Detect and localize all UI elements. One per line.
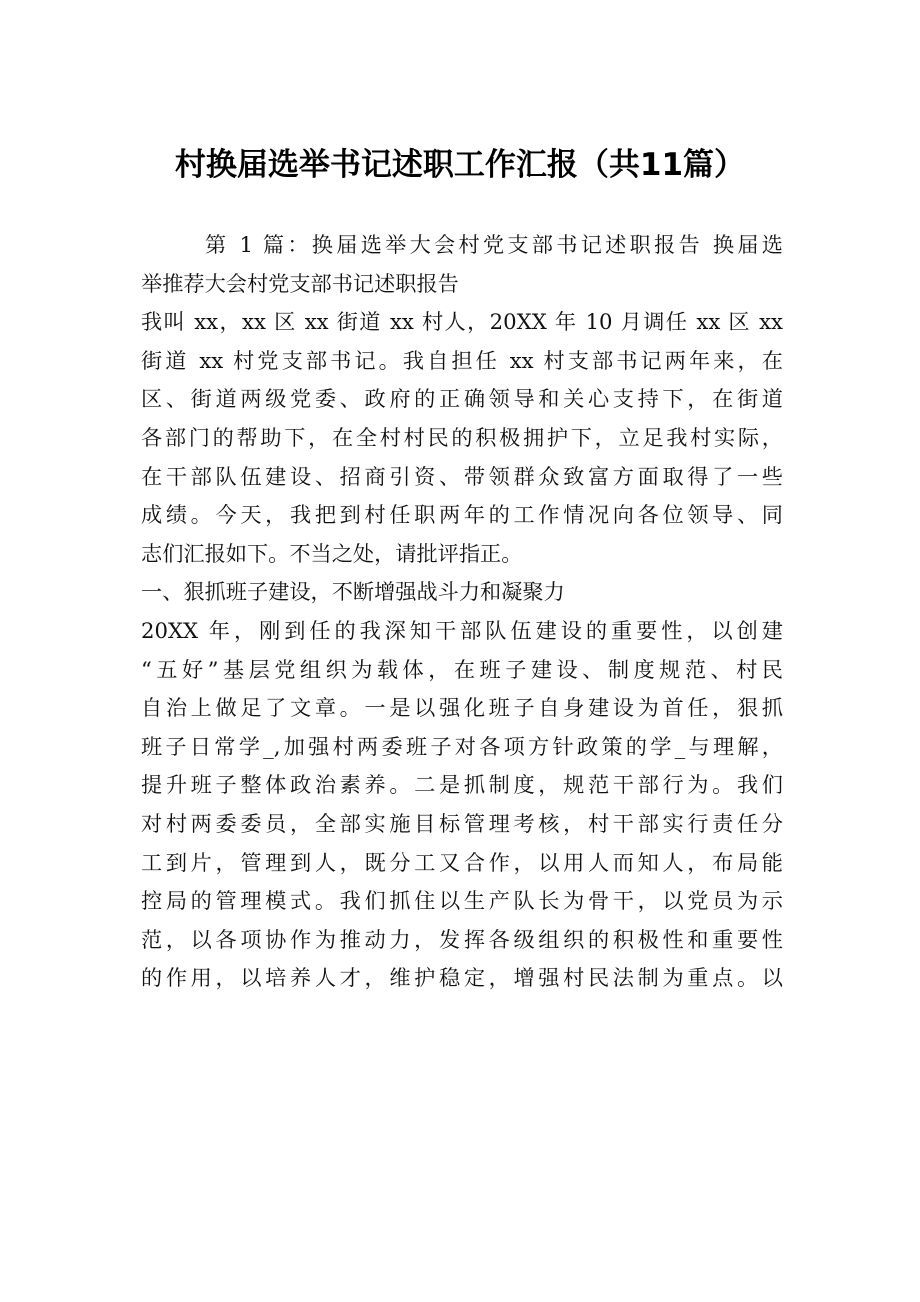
paragraph-line: 工到片，管理到人，既分工又合作，以用人而知人，布局能 bbox=[141, 849, 783, 875]
document-title: 村换届选举书记述职工作汇报（共11篇） bbox=[174, 147, 746, 183]
paragraph-line: 提升班子整体政治素养。二是抓制度，规范干部行为。我们 bbox=[141, 772, 783, 798]
paragraph-line: 成绩。今天，我把到村任职两年的工作情况向各位领导、同 bbox=[141, 502, 783, 528]
paragraph-line: 举推荐大会村党支部书记述职报告 bbox=[141, 270, 459, 296]
paragraph-line: 在干部队伍建设、招商引资、带领群众致富方面取得了一些 bbox=[141, 463, 783, 489]
paragraph-line: 我叫 xx，xx 区 xx 街道 xx 村人，20XX 年 10 月调任 xx 区 xx bbox=[141, 309, 783, 335]
paragraph-line: 自治上做足了文章。一是以强化班子自身建设为首任，狠抓 bbox=[141, 695, 783, 721]
paragraph-line: 区、街道两级党委、政府的正确领导和关心支持下，在街道 bbox=[141, 386, 783, 412]
paragraph-line: 20XX 年，刚到任的我深知干部队伍建设的重要性，以创建 bbox=[141, 617, 783, 643]
paragraph-line: “五好”基层党组织为载体，在班子建设、制度规范、村民 bbox=[141, 656, 783, 682]
section-heading: 一、狠抓班子建设，不断增强战斗力和凝聚力 bbox=[141, 579, 565, 605]
paragraph-line: 班子日常学_,加强村两委班子对各项方针政策的学_与理解， bbox=[141, 733, 783, 759]
paragraph-line: 的作用，以培养人才，维护稳定，增强村民法制为重点。以 bbox=[141, 965, 783, 991]
paragraph-line: 街道 xx 村党支部书记。我自担任 xx 村支部书记两年来，在 bbox=[141, 347, 783, 373]
paragraph-line: 志们汇报如下。不当之处，请批评指正。 bbox=[141, 540, 523, 566]
paragraph-line: 第 1 篇：换届选举大会村党支部书记述职报告 换届选 bbox=[205, 232, 783, 257]
paragraph-line: 各部门的帮助下，在全村村民的积极拥护下，立足我村实际， bbox=[141, 424, 783, 450]
paragraph-line: 对村两委委员，全部实施目标管理考核，村干部实行责任分 bbox=[141, 810, 783, 836]
paragraph-line: 控局的管理模式。我们抓住以生产队长为骨干，以党员为示 bbox=[141, 888, 783, 914]
document-body bbox=[141, 226, 783, 998]
paragraph-line: 范，以各项协作为推动力，发挥各级组织的积极性和重要性 bbox=[141, 926, 783, 952]
